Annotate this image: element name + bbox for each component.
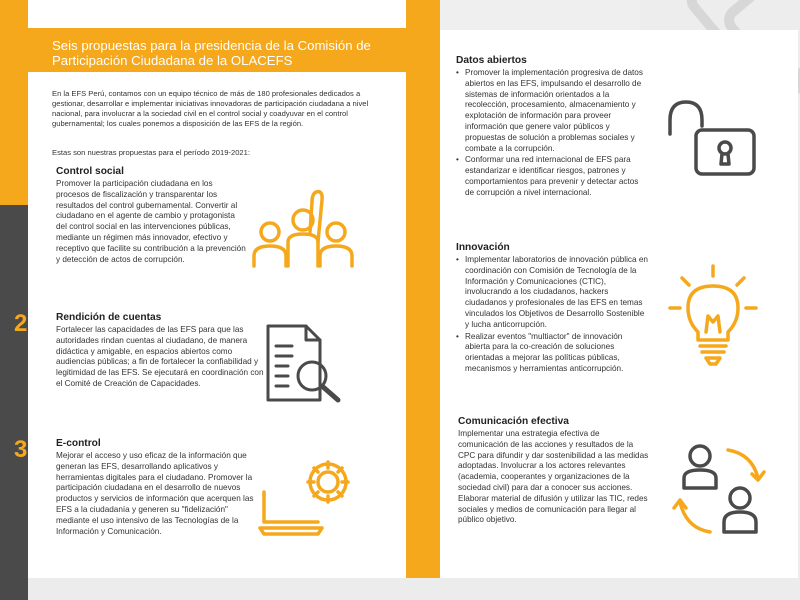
intro-lead: Estas son nuestras propuestas para el período 2019-2021: [52,148,250,157]
proposal-body: Promover la participación ciudadana en los procesos de fiscalización y transparentar los resultados del control gubernamental. Convertir al ciudadano en el agente de cambio y protagonista del control social en las intervenciones públicas, mediante un régimen más innovador, efectivo y receptivo que facilite su contribución a la prevención y detección de actos de corrupción. [56,179,246,264]
bottom-strip [28,578,800,600]
proposal-control-social [56,166,246,265]
proposal-number: 3 [14,436,28,463]
document-search-icon [262,320,344,406]
proposal-title: Innovación [456,242,510,253]
proposal-bullets [456,255,648,375]
people-exchange-icon [670,436,770,542]
proposal-e-control [56,438,256,537]
proposal-number: 6 [424,418,438,445]
proposal-comunicacion [458,416,650,526]
intro-paragraph: En la EFS Perú, contamos con un equipo técnico de más de 180 profesionales dedicados a gestionar, desarrollar e implementar iniciativas innovadoras de participación ciudadana a nivel nacional, para involucrar a la sociedad civil en el control social y coadyuvar en el control gubernamental; los cuales ponemos a disposición de las EFS de la región. [52,89,369,128]
proposal-datos-abiertos [456,55,648,200]
proposal-body: Fortalecer las capacidades de las EFS para que las autoridades rindan cuentas al ciudadano, de manera didáctica y amigable, en espacios abiertos como audiencias públicas; a fin de fortalecer la confiabilidad y legitimidad de las EFS. Se ejecutará en coordinación con el Comité de Creación de Capacidades. [56,325,264,388]
laptop-gear-icon [258,456,356,538]
light-bulb-icon [668,264,758,374]
proposal-bullet: • Realizar eventos "multiactor" de innovación abierta para la co-creación de soluciones orientadas a mejorar las políticas públicas, mecanismos y herramientas anticorrupción. [456,332,648,375]
proposal-title: Datos abiertos [456,55,527,66]
page-title: Seis propuestas para la presidencia de la Comisión de Participación Ciudadana de la OLACEFS [52,38,371,68]
proposal-bullet: • Implementar laboratorios de innovación pública en coordinación con Comisión de Tecnología de la Información y Comunicaciones (CTIC), involucrando a los ciudadanos, hackers ciudadanos y profesionales de las EFS en temas vinculados los Objetivos de Desarrollo Sostenible y lucha anticorrupción. [456,255,648,331]
proposal-title: Comunicación efectiva [458,416,569,427]
proposal-body: Implementar una estrategia efectiva de comunicación de las acciones y resultados de la CPC para difundir y dar sostenibilidad a las medidas adoptadas. Involucrar a los actores relevantes (academia, cooperantes y organizaciones de la sociedad civil) para dar a conocer sus acciones. Elaborar material de difusión y utilizar las TIC, redes sociales y medios de comunicación para llegar al público objetivo. [458,429,649,525]
proposal-innovacion [456,242,648,376]
proposal-body: Mejorar el acceso y uso eficaz de la información que generan las EFS, desarrollando aplicativos y herramientas digitales para el ciudadano. Promover la participación ciudadana en el desarrollo de nuevos productos y servicios de información que acerquen las EFS a la ciudadanía y generen su "fidelización" mediante el uso intensivo de las Tecnologías de la Información y Comunicación. [56,451,254,536]
proposal-title: E-control [56,438,101,449]
open-padlock-icon [664,96,762,180]
proposal-bullet: • Conformar una red internacional de EFS para estandarizar e identificar riesgos, patrones y comportamientos para prevenir y detectar actos de corrupción a nivel internacional. [456,155,648,198]
proposal-title: Rendición de cuentas [56,312,162,323]
proposal-number: 1 [14,164,28,191]
proposal-rendicion-cuentas [56,312,266,390]
proposal-number: 2 [14,310,28,337]
proposal-number: 5 [424,240,438,267]
dark-side-strip [0,205,28,600]
people-raising-hand-icon [248,184,358,272]
proposal-title: Control social [56,166,124,177]
proposal-number: 4 [424,56,438,83]
proposal-bullets [456,68,648,199]
proposal-bullet: • Promover la implementación progresiva de datos abiertos en las EFS, impulsando el desarrollo de sistemas de información orientados a la recolección, procesamiento, almacenamiento y explotación de información para proveer información que genere valor públicos y propuestas de solución a problemas sociales y combate a la corrupción. [456,68,648,154]
